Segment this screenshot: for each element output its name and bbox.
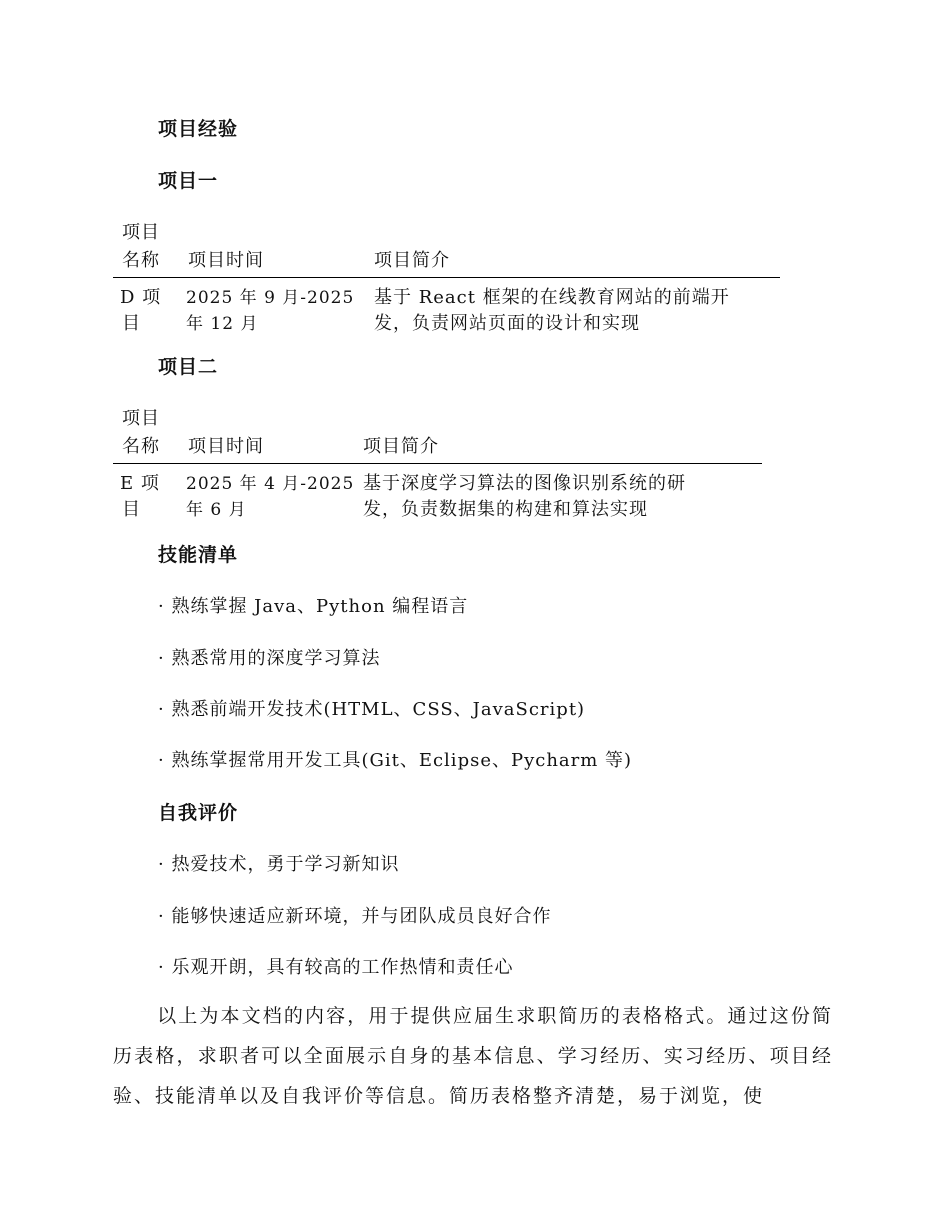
project1-header-time: 项目时间 bbox=[188, 250, 264, 271]
section-title-self-evaluation: 自我评价 bbox=[158, 802, 239, 824]
project1-cell-name-line2: 目 bbox=[122, 313, 141, 334]
project1-header-name-line1: 项目 bbox=[122, 222, 160, 243]
project1-cell-intro-line2: 发，负责网站页面的设计和实现 bbox=[374, 313, 640, 334]
project1-cell-time-line2: 年 12 月 bbox=[186, 314, 259, 334]
self-evaluation-item: · 热爱技术，勇于学习新知识 bbox=[158, 854, 400, 875]
project1-cell-time-line1: 2025 年 9 月-2025 bbox=[186, 288, 355, 308]
project1-header-name-line2: 名称 bbox=[122, 250, 160, 271]
closing-paragraph-text: 以上为本文档的内容，用于提供应届生求职简历的表格格式。通过这份简历表格，求职者可以全面展示自身的基本信息、学习经历、实习经历、项目经验、技能清单以及自我评价等信息。简历表格整齐清楚，易于浏览，使 bbox=[113, 1005, 833, 1107]
self-evaluation-item: · 乐观开朗，具有较高的工作热情和责任心 bbox=[158, 957, 514, 978]
section-title-skills: 技能清单 bbox=[158, 544, 239, 566]
project2-table-rule bbox=[113, 463, 762, 464]
project2-cell-intro-line2: 发，负责数据集的构建和算法实现 bbox=[363, 499, 648, 520]
skill-item: · 熟悉前端开发技术(HTML、CSS、JavaScript) bbox=[158, 699, 586, 720]
section-title-projects: 项目经验 bbox=[158, 118, 239, 140]
project2-header-time: 项目时间 bbox=[188, 436, 264, 457]
project1-header-intro: 项目简介 bbox=[374, 250, 450, 271]
project2-cell-intro-line1: 基于深度学习算法的图像识别系统的研 bbox=[363, 473, 686, 494]
project2-cell-name-line2: 目 bbox=[122, 499, 141, 520]
project2-title: 项目二 bbox=[158, 356, 219, 378]
project1-cell-intro-line1: 基于 React 框架的在线教育网站的前端开 bbox=[374, 287, 730, 308]
project2-header-name-line1: 项目 bbox=[122, 408, 160, 429]
closing-paragraph bbox=[113, 996, 833, 1116]
project2-header-name-line2: 名称 bbox=[122, 436, 160, 457]
skill-item: · 熟悉常用的深度学习算法 bbox=[158, 648, 381, 669]
project1-title: 项目一 bbox=[158, 170, 219, 192]
project1-table-rule bbox=[113, 277, 780, 278]
skill-item: · 熟练掌握常用开发工具(Git、Eclipse、Pycharm 等) bbox=[158, 750, 633, 771]
project2-header-intro: 项目简介 bbox=[363, 436, 439, 457]
project1-cell-name-line1: D 项 bbox=[120, 287, 162, 308]
project2-cell-time-line1: 2025 年 4 月-2025 bbox=[186, 474, 355, 494]
project2-cell-time-line2: 年 6 月 bbox=[186, 500, 247, 520]
self-evaluation-item: · 能够快速适应新环境，并与团队成员良好合作 bbox=[158, 906, 552, 927]
skill-item: · 熟练掌握 Java、Python 编程语言 bbox=[158, 596, 469, 617]
project2-cell-name-line1: E 项 bbox=[120, 473, 160, 494]
